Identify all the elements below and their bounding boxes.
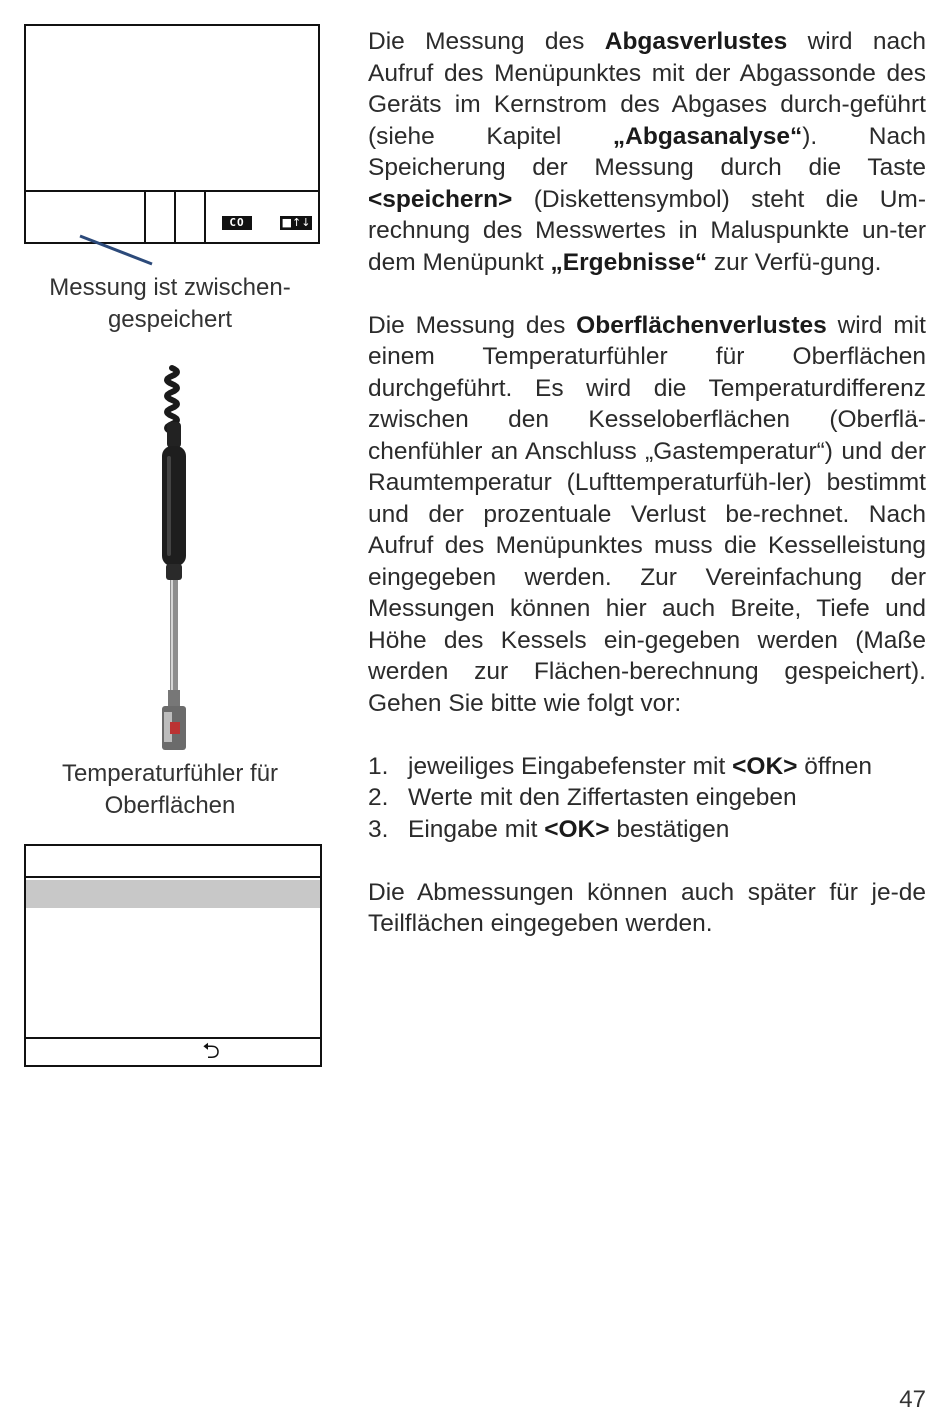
caption-line: Temperaturfühler für: [61, 760, 279, 787]
caption-saved: [20, 272, 320, 336]
body-text: [368, 26, 926, 971]
list-item: 1. jeweiliges Eingabefenster mit <OK> öffnen: [368, 752, 872, 780]
display-highlight-row: [26, 880, 320, 908]
display-screen-saved: [24, 24, 320, 244]
status-divider: [174, 192, 176, 242]
display-screen-input: [24, 844, 322, 1067]
co-sensor-badge: CO: [222, 216, 252, 230]
status-divider: [144, 192, 146, 242]
surface-probe-image: [150, 360, 210, 755]
caption-line: gespeichert: [107, 306, 233, 333]
caption-line: Oberflächen: [104, 792, 236, 819]
display-footer-divider: [26, 1037, 320, 1039]
display-status-bar: [26, 190, 318, 242]
caption-line: Messung ist zwischen-: [49, 274, 291, 301]
paragraph-surface-loss: Die Messung des Oberflächenverlustes wird mit einem Temperaturfühler für Oberflächen durchgeführt. Es wird die Temperaturdifferenz zwischen den Kesseloberflächen (Oberflä-chenfühler an Anschluss „Gastemperatur“) und der Raumtemperatur (Lufttemperaturfüh-ler) bestimmt und der prozentuale Verlust be-rechnet. Nach Aufruf des Menüpunktes muss die Kesselleistung eingegeben werden. Zur Vereinfachung der Messungen können hier auch Breite, Tiefe und Höhe des Kessels ein-gegeben werden (Maße werden zur Flächen-berechnung gespeichert). Gehen Sie bitte wie folgt vor:: [368, 311, 926, 717]
list-item: 2. Werte mit den Ziffertasten eingeben: [368, 784, 797, 811]
display-header-divider: [26, 876, 320, 878]
battery-icon: ■↑↓: [281, 216, 311, 229]
status-divider: [204, 192, 206, 242]
paragraph-flue-gas: Die Messung des Abgasverlustes wird nach Aufruf des Menüpunktes mit der Abgassonde des Geräts im Kernstrom des Abgases durch-geführt (siehe Kapitel „Abgasanalyse“). Nach Speicherung der Messung durch die Taste <speichern> (Diskettensymbol) steht die Um-rechnung des Messwertes in Maluspunkte un-ter dem Menüpunkt „Ergebnisse“ zur Verfü-gung.: [368, 28, 926, 276]
list-item: 3. Eingabe mit <OK> bestätigen: [368, 815, 730, 843]
caption-probe: [20, 758, 320, 822]
page-number: 47: [899, 1386, 926, 1413]
return-arrow-icon: ⮌: [202, 1039, 220, 1064]
steps-list: [368, 751, 926, 846]
paragraph-dimensions: Die Abmessungen können auch später für je-de Teilflächen eingegeben werden.: [368, 878, 926, 937]
